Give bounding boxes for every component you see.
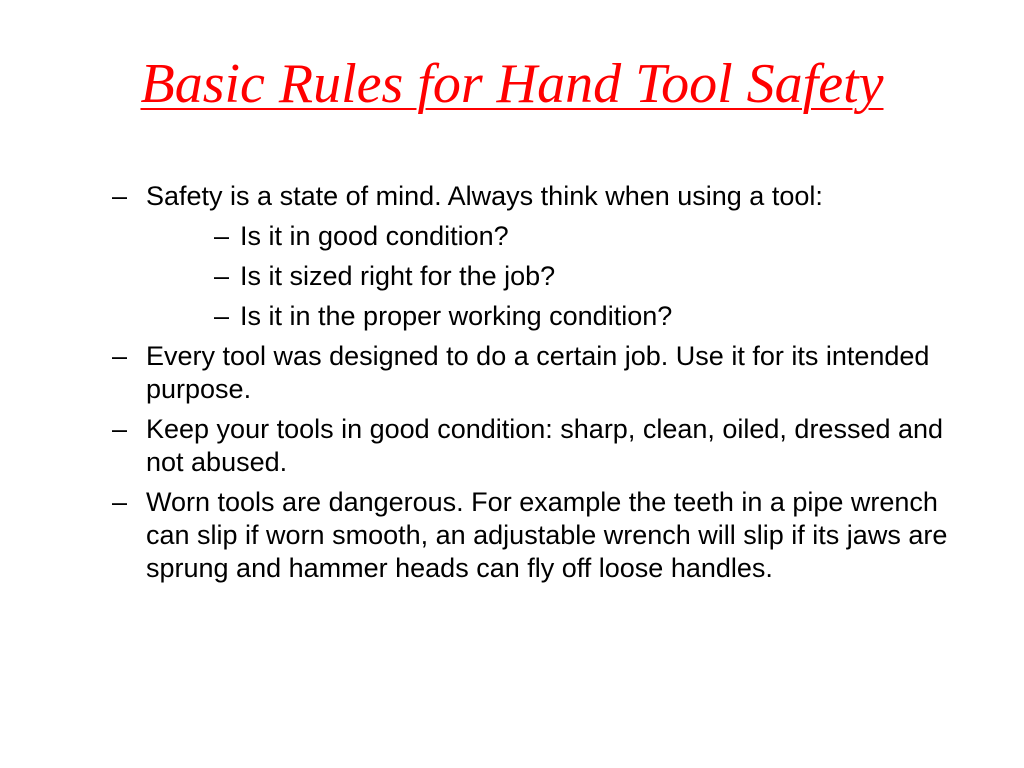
slide-title: Basic Rules for Hand Tool Safety [140,53,884,115]
bullet-text: Safety is a state of mind. Always think when using a tool: [146,181,823,211]
bullet-item [110,340,970,406]
bullet-text: Every tool was designed to do a certain job. Use it for its intended purpose. [146,341,930,404]
bullet-item [110,486,970,585]
dash-bullet-icon: – [112,181,128,211]
dash-bullet-icon: – [112,414,128,444]
sub-bullet-text: Is it in the proper working condition? [240,301,673,331]
bullet-list [110,180,970,592]
dash-bullet-icon: – [214,261,230,291]
dash-bullet-icon: – [112,341,128,371]
sub-bullet-text: Is it in good condition? [240,221,509,251]
bullet-item [110,180,970,213]
sub-bullet-item [110,260,970,293]
bullet-text: Worn tools are dangerous. For example the teeth in a pipe wrench can slip if worn smooth, an adjustable wrench will slip if its jaws are sprung and hammer heads can fly off loose handles. [146,487,948,583]
sub-bullet-text: Is it sized right for the job? [240,261,556,291]
dash-bullet-icon: – [112,487,128,517]
bullet-item [110,413,970,479]
bullet-text: Keep your tools in good condition: sharp, clean, oiled, dressed and not abused. [146,414,944,477]
dash-bullet-icon: – [214,221,230,251]
dash-bullet-icon: – [214,301,230,331]
sub-bullet-item [110,220,970,253]
sub-bullet-item [110,300,970,333]
